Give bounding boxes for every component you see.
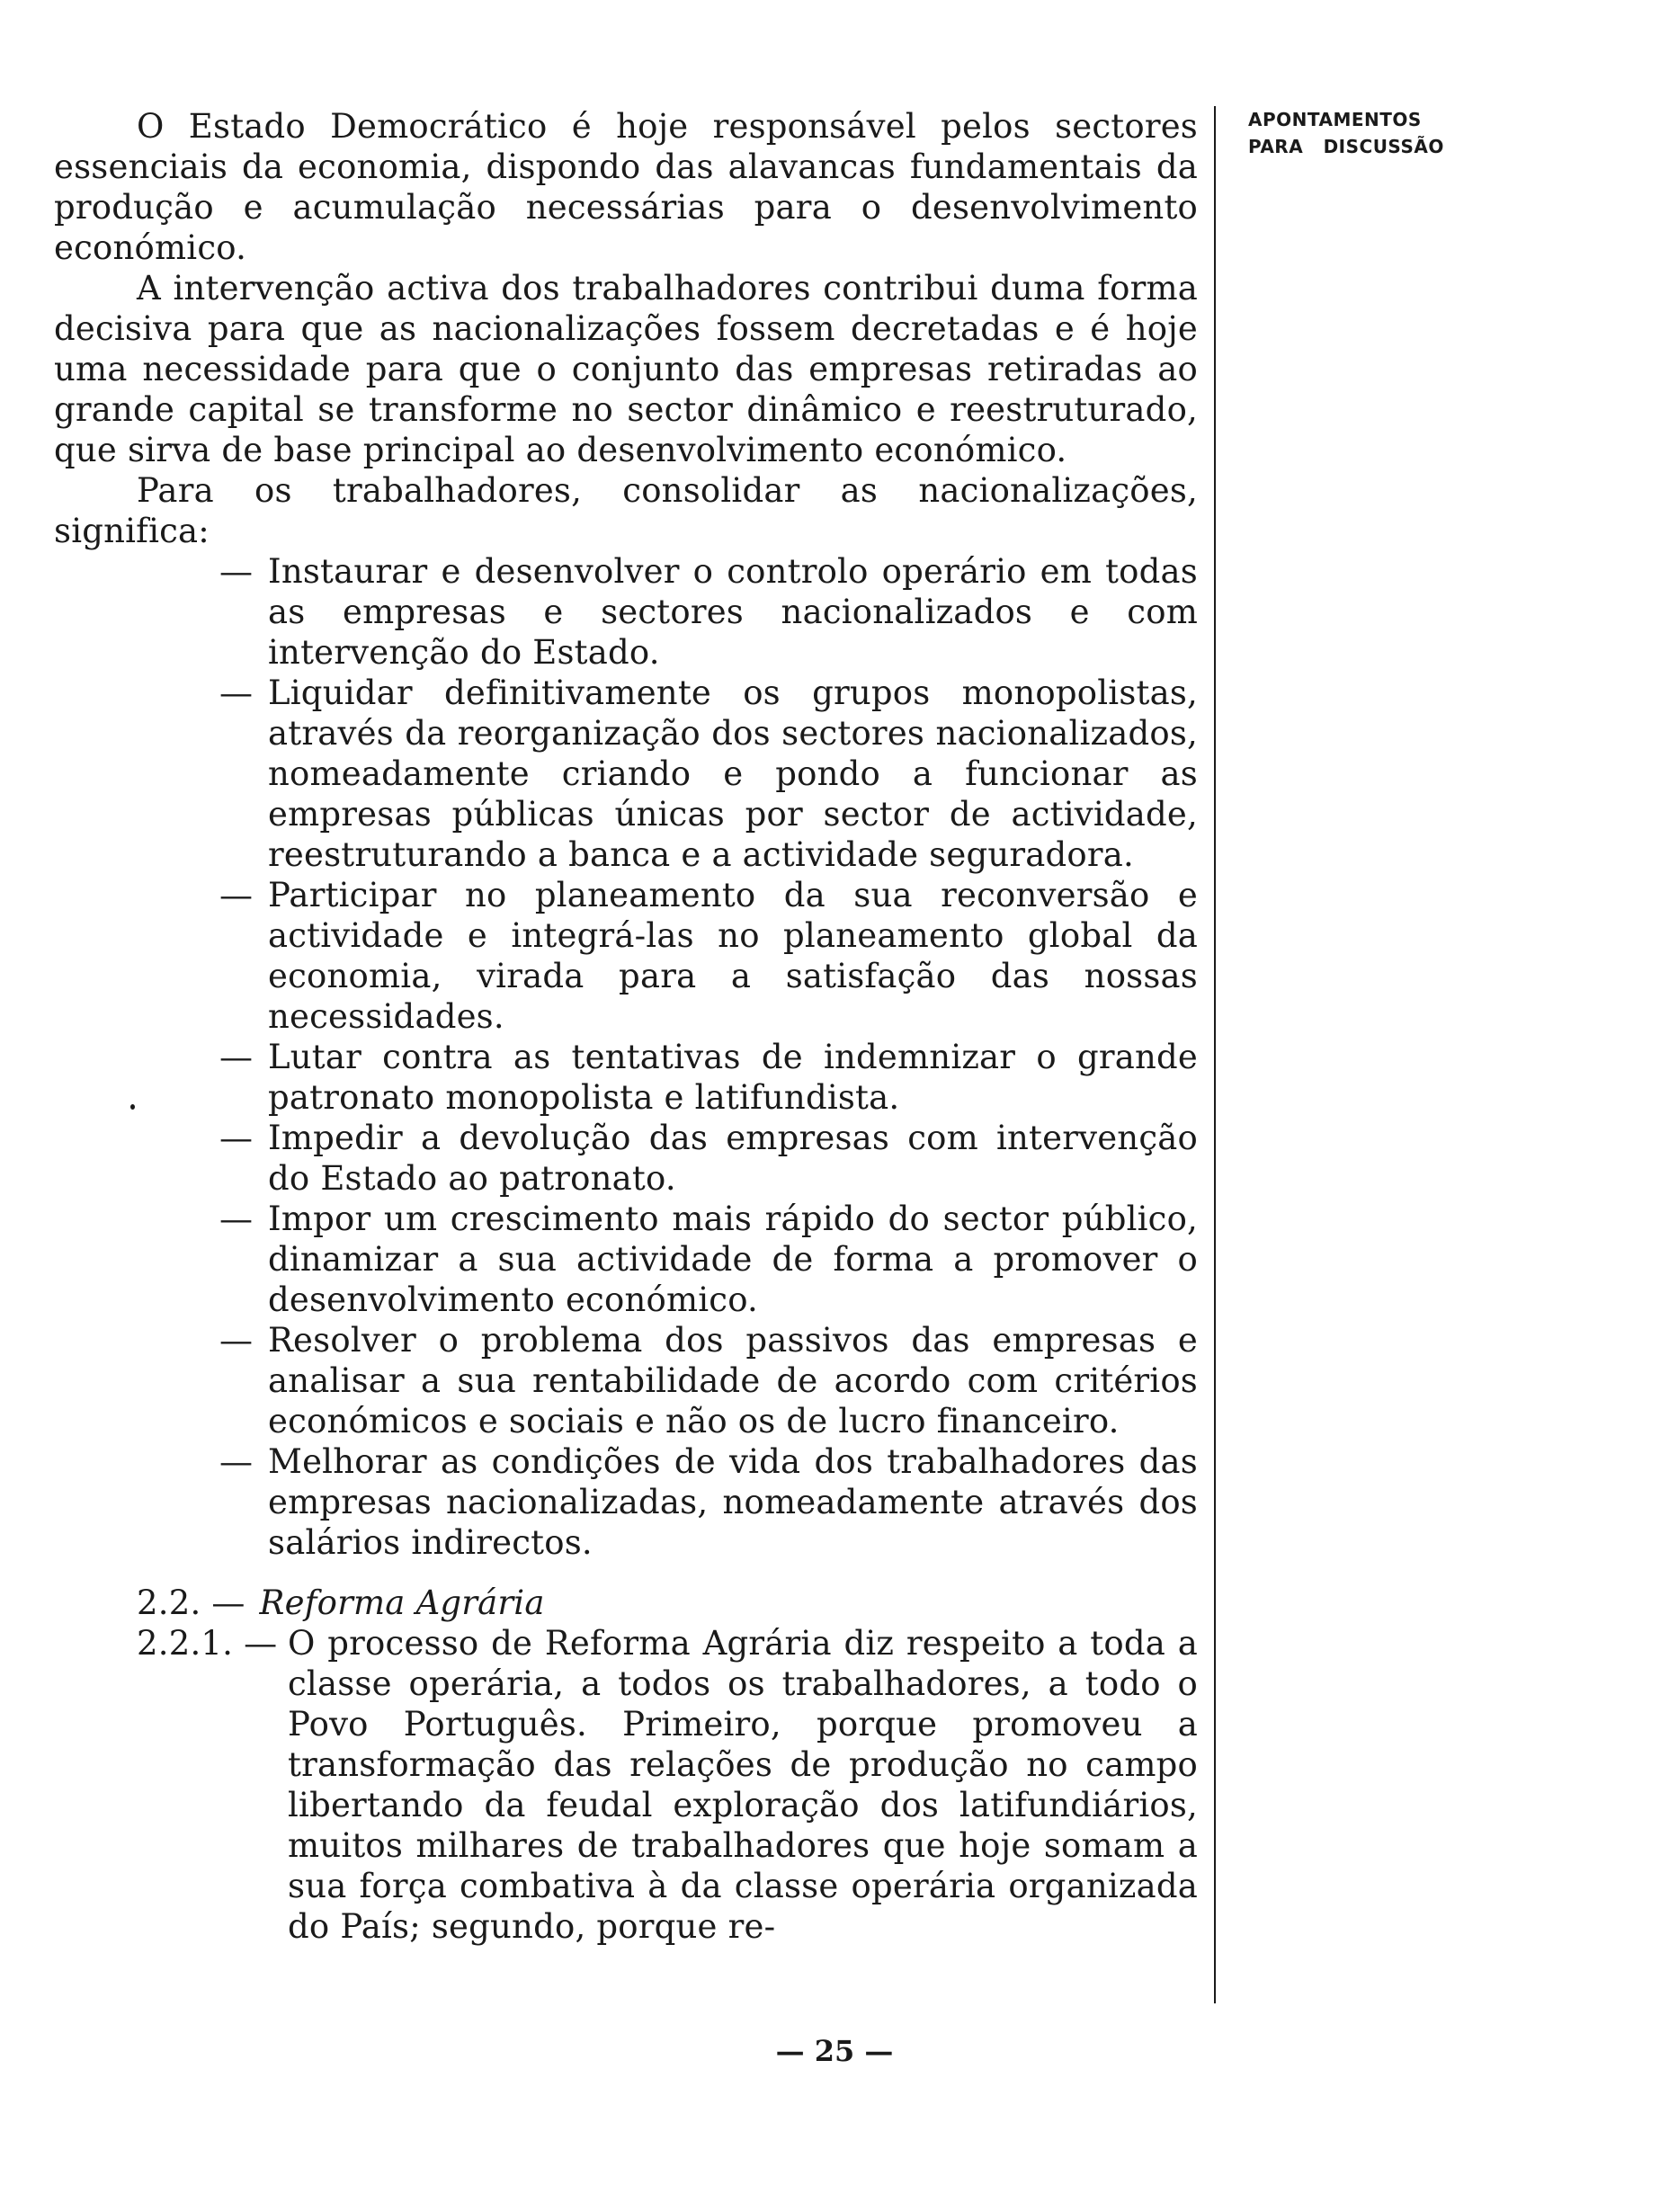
- ink-speck: [130, 1104, 135, 1110]
- dash-mark: —: [219, 1321, 254, 1360]
- page-number: — 25 —: [775, 2034, 894, 2068]
- margin-note-line-1: APONTAMENTOS: [1248, 109, 1422, 130]
- list-item-text: Lutar contra as tentativas de indemnizar o grande patronato monopolista e latifundista.: [268, 1038, 1198, 1117]
- dash-mark: —: [219, 552, 254, 591]
- list-item-text: Instaurar e desenvolver o controlo operário em todas as empresas e sectores nacionalizados e com intervenção do Estado.: [268, 552, 1198, 672]
- nationalization-list: [219, 551, 1198, 1563]
- margin-divider-line: [1214, 106, 1216, 2003]
- section-number: 2.2. —: [137, 1583, 245, 1622]
- subsection-paragraph: [137, 1623, 1198, 1947]
- list-item: [219, 1441, 1198, 1563]
- list-item-text: Resolver o problema dos passivos das empresas e analisar a sua rentabilidade de acordo com critérios económicos e sociais e não os de lucro financeiro.: [268, 1321, 1198, 1440]
- paragraph-3: Para os trabalhadores, consolidar as nacionalizações, significa:: [54, 471, 1198, 550]
- dash-mark: —: [219, 876, 254, 914]
- list-item-text: Melhorar as condições de vida dos trabalhadores das empresas nacionalizadas, nomeadamente através dos salários indirectos.: [268, 1442, 1198, 1562]
- list-item-text: Participar no planeamento da sua reconversão e actividade e integrá-las no planeamento global da economia, virada para a satisfação das nossas necessidades.: [268, 876, 1198, 1036]
- list-item-text: Liquidar definitivamente os grupos monopolistas, através da reorganização dos sectores nacionalizados, nomeadamente criando e pondo a funcionar as empresas públicas únicas por sector de actividade, reestruturando a banca e a actividade seguradora.: [268, 673, 1198, 874]
- dash-mark: —: [219, 673, 254, 712]
- main-text-column: [54, 106, 1198, 1947]
- list-item: [219, 673, 1198, 875]
- margin-note-line-2: PARA DISCUSSÃO: [1248, 136, 1444, 157]
- margin-note: [1248, 106, 1536, 160]
- list-item: [219, 1199, 1198, 1320]
- subsection-number: 2.2.1. —: [137, 1624, 278, 1663]
- list-item: [219, 875, 1198, 1037]
- dash-mark: —: [219, 1200, 254, 1238]
- list-item: [219, 1037, 1198, 1118]
- paragraph-1: O Estado Democrático é hoje responsável pelos sectores essenciais da economia, dispondo das alavancas fundamentais da produção e acumulação necessárias para o desenvolvimento económico.: [54, 107, 1198, 267]
- section-heading: [137, 1583, 1198, 1623]
- list-item: [219, 1320, 1198, 1441]
- subsection-text: O processo de Reforma Agrária diz respeito a toda a classe operária, a todos os trabalhadores, a todo o Povo Português. Primeiro, porque promoveu a transformação das relações de produção no campo libertando da feudal exploração dos latifundiários, muitos milhares de trabalhadores que hoje somam a sua força combativa à da classe operária organizada do País; segundo, porque re-: [288, 1624, 1198, 1946]
- paragraph-2: A intervenção activa dos trabalhadores contribui duma forma decisiva para que as nacionalizações fossem decretadas e é hoje uma necessidade para que o conjunto das empresas retiradas ao grande capital se transforme no sector dinâmico e reestruturado, que sirva de base principal ao desenvolvimento económico.: [54, 269, 1198, 469]
- list-item: [219, 1118, 1198, 1199]
- list-item-text: Impor um crescimento mais rápido do sector público, dinamizar a sua actividade de forma a promover o desenvolvimento económico.: [268, 1200, 1198, 1319]
- list-item-text: Impedir a devolução das empresas com intervenção do Estado ao patronato.: [268, 1119, 1198, 1198]
- dash-mark: —: [219, 1119, 254, 1157]
- list-item: [219, 551, 1198, 673]
- dash-mark: —: [219, 1038, 254, 1076]
- dash-mark: —: [219, 1442, 254, 1481]
- section-title: Reforma Agrária: [259, 1583, 545, 1622]
